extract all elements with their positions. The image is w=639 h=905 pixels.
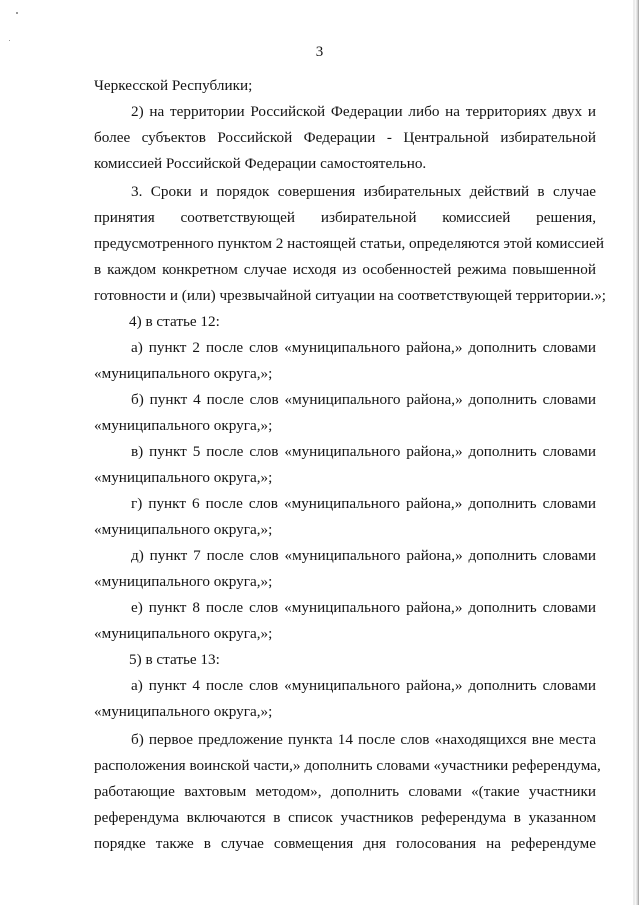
text-line: расположения воинской части,» дополнить словами «участники референдума,	[94, 757, 601, 774]
text-line: «муниципального округа,»;	[94, 417, 273, 434]
text-line: работающие вахтовым методом», дополнить словами «(такие участники	[94, 783, 596, 800]
text-line: г) пункт 6 после слов «муниципального района,» дополнить словами	[131, 495, 596, 512]
text-line: «муниципального округа,»;	[94, 469, 273, 486]
text-line: «муниципального округа,»;	[94, 625, 273, 642]
text-line: е) пункт 8 после слов «муниципального района,» дополнить словами	[131, 599, 596, 616]
text-line: порядке также в случае совмещения дня голосования на референдуме	[94, 835, 596, 852]
page-number: 3	[315, 44, 324, 60]
text-line: 5) в статье 13:	[129, 651, 220, 668]
text-line: 4) в статье 12:	[129, 313, 220, 330]
text-line: 3. Сроки и порядок совершения избирательных действий в случае	[131, 183, 596, 200]
text-line: «муниципального округа,»;	[94, 521, 273, 538]
text-line: в каждом конкретном случае исходя из особенностей режима повышенной	[94, 261, 596, 278]
text-line: «муниципального округа,»;	[94, 703, 273, 720]
scan-speck	[16, 12, 18, 14]
text-line: д) пункт 7 после слов «муниципального района,» дополнить словами	[131, 547, 596, 564]
text-line: предусмотренного пунктом 2 настоящей статьи, определяются этой комиссией	[94, 235, 605, 252]
text-line: Черкесской Республики;	[94, 77, 253, 94]
scan-speck	[9, 40, 10, 41]
text-line: «муниципального округа,»;	[94, 365, 273, 382]
text-line: б) пункт 4 после слов «муниципального района,» дополнить словами	[131, 391, 596, 408]
text-line: готовности и (или) чрезвычайной ситуации на соответствующей территории.»;	[94, 287, 607, 304]
text-line: 2) на территории Российской Федерации либо на территориях двух и	[131, 103, 596, 120]
text-line: а) пункт 2 после слов «муниципального района,» дополнить словами	[131, 339, 596, 356]
text-line: в) пункт 5 после слов «муниципального района,» дополнить словами	[131, 443, 596, 460]
scan-edge	[635, 0, 639, 905]
text-line: комиссией Российской Федерации самостоятельно.	[94, 155, 427, 172]
text-line: принятия соответствующей избирательной комиссией решения,	[94, 209, 596, 226]
text-line: б) первое предложение пункта 14 после слов «находящихся вне места	[131, 731, 596, 748]
text-line: а) пункт 4 после слов «муниципального района,» дополнить словами	[131, 677, 596, 694]
text-line: референдума включаются в список участников референдума в указанном	[94, 809, 596, 826]
text-line: более субъектов Российской Федерации - Центральной избирательной	[94, 129, 596, 146]
text-line: «муниципального округа,»;	[94, 573, 273, 590]
